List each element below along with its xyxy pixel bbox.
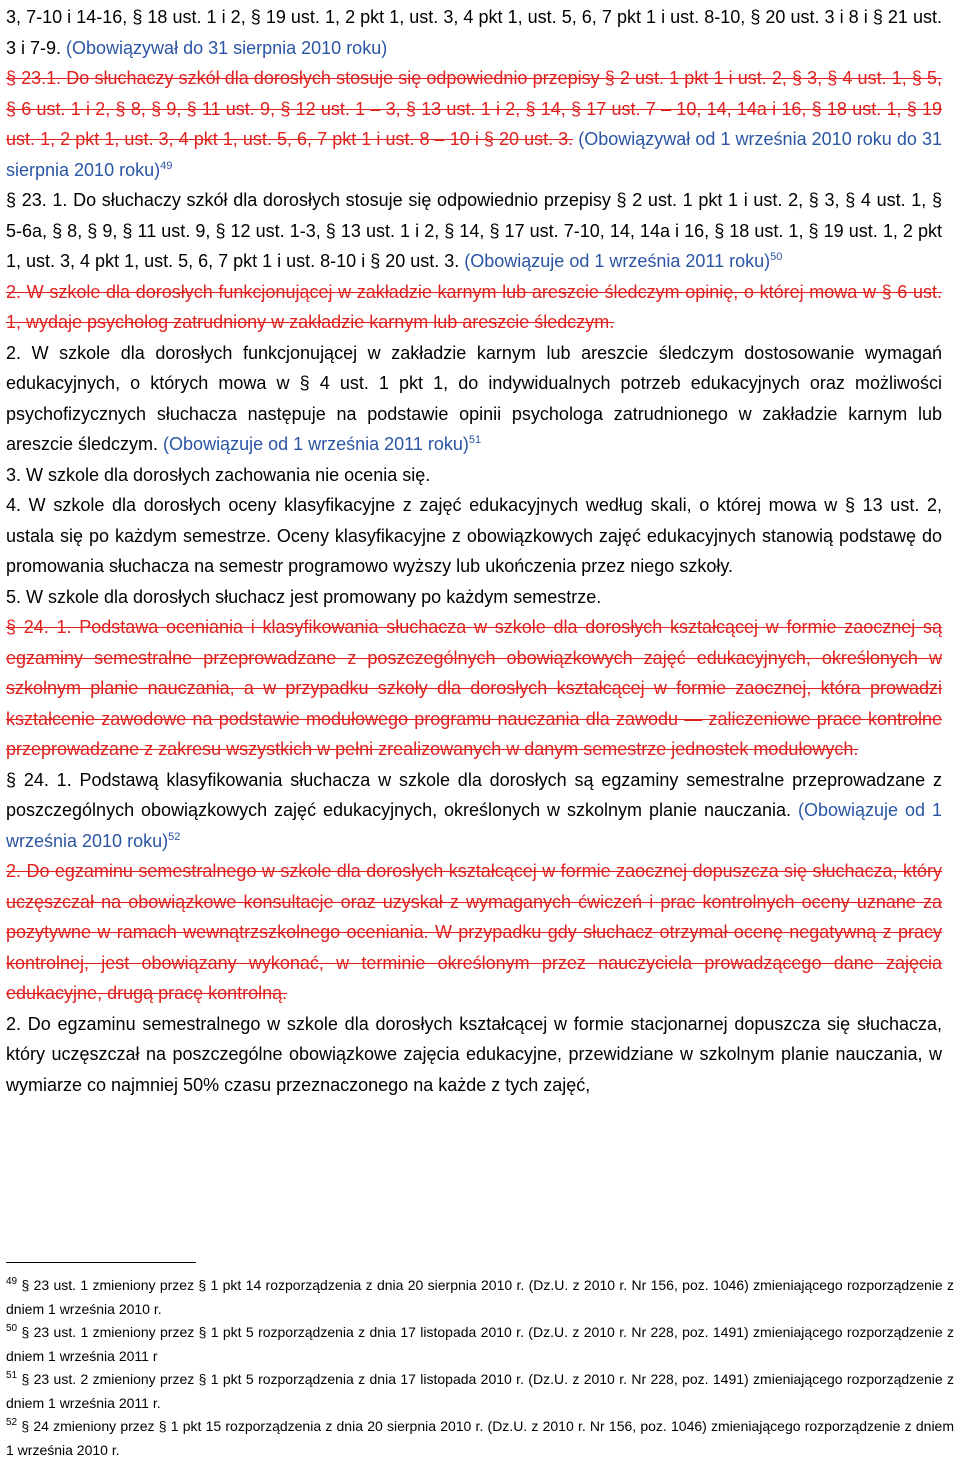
footnote-ref[interactable]: 50: [770, 251, 783, 263]
text-segment: (Obowiązuje od 1 września 2011 roku): [464, 251, 771, 271]
paragraph-p2: [6, 63, 942, 185]
footnotes: [6, 1274, 954, 1462]
footnote-51: [6, 1368, 954, 1415]
text-segment: (Obowiązywał do 31 sierpnia 2010 roku): [66, 37, 388, 58]
paragraph-p1: [6, 2, 942, 63]
text-segment: 2. Do egzaminu semestralnego w szkole dla dorosłych kształcącej w formie zaocznej dopuszcza się słuchacza, który uczęszczał na obowiązkowe konsultacje oraz uzyskał z wymaganych ćwiczeń i prac kontrolnych oceny uznane za pozytywne w ramach wewnątrzszkolnego oceniania. W przypadku gdy słuchacz otrzymał ocenę negatywną z pracy kontrolnej, jest obowiązany wykonać, w terminie określonym przez nauczyciela prowadzącego dane zajęcia edukacyjne, drugą pracę kontrolną.: [6, 861, 942, 1003]
footnote-text: § 23 ust. 2 zmieniony przez § 1 pkt 5 rozporządzenia z dnia 17 listopada 2010 r. (Dz.U. z 2010 r. Nr 228, poz. 1491) zmieniającego rozporządzenie z dniem 1 września 2011 r.: [6, 1371, 954, 1411]
text-segment: 5. W szkole dla dorosłych słuchacz jest promowany po każdym semestrze.: [6, 586, 602, 607]
paragraph-p10: [6, 765, 942, 857]
text-segment: (Obowiązuje od 1 września 2011 roku): [163, 434, 469, 454]
paragraph-p3: [6, 185, 942, 277]
footnote-50: [6, 1321, 954, 1368]
paragraph-p8: [6, 582, 942, 613]
footnote-number: 50: [6, 1323, 18, 1334]
paragraph-p9: [6, 612, 942, 765]
paragraph-p7: [6, 490, 942, 582]
paragraph-p6: [6, 460, 942, 491]
paragraph-p4: [6, 277, 942, 338]
paragraph-p11: [6, 856, 942, 1009]
paragraph-p12: [6, 1009, 942, 1101]
text-segment: 4. W szkole dla dorosłych oceny klasyfikacyjne z zajęć edukacyjnych według skali, o której mowa w § 13 ust. 2, ustala się po każdym semestrze. Oceny klasyfikacyjne z obowiązkowych zajęć edukacyjnych stanowią podstawę do promowania słuchacza na semestr programowo wyższy lub ukończenia przez niego szkoły.: [6, 495, 942, 576]
footnote-49: [6, 1274, 954, 1321]
text-segment: 2. Do egzaminu semestralnego w szkole dla dorosłych kształcącej w formie stacjonarnej dopuszcza się słuchacza, który uczęszczał na poszczególne obowiązkowe zajęcia edukacyjne, przewidziane w szkolnym planie nauczania, w wymiarze co najmniej 50% czasu przeznaczonego na każde z tych zajęć,: [6, 1013, 942, 1095]
footnote-number: 51: [6, 1370, 18, 1381]
footnote-number: 49: [6, 1276, 18, 1287]
text-segment: (Obowiązuje od 1 września 2010 roku): [6, 800, 942, 851]
footnote-52: [6, 1415, 954, 1462]
footnote-ref[interactable]: 52: [168, 830, 181, 843]
text-segment: § 24. 1. Podstawą klasyfikowania słuchacza w szkole dla dorosłych są egzaminy semestralne przeprowadzane z poszczególnych obowiązkowych zajęć edukacyjnych, określonych w szkolnym planie nauczania.: [6, 769, 942, 820]
text-segment: 2. W szkole dla dorosłych funkcjonującej w zakładzie karnym lub areszcie śledczym opinię, o której mowa w § 6 ust. 1, wydaje psycholog zatrudniony w zakładzie karnym lub areszcie śledczym.: [6, 281, 942, 332]
text-segment: § 23.1. Do słuchaczy szkół dla dorosłych stosuje się odpowiednio przepisy § 2 ust. 1 pkt 1 i ust. 2, § 3, § 4 ust. 1, § 5, § 6 ust. 1 i 2, § 8, § 9, § 11 ust. 9, § 12 ust. 1 – 3, § 13 ust. 1 i 2, § 14, § 17 ust. 7 – 10, 14, 14a i 16, § 18 ust. 1, § 19 ust. 1, 2 pkt 1, ust. 3, 4 pkt 1, ust. 5, 6, 7 pkt 1 i ust. 8 – 10 i § 20 ust. 3.: [6, 68, 942, 149]
footnote-text: § 23 ust. 1 zmieniony przez § 1 pkt 5 rozporządzenia z dnia 17 listopada 2010 r. (Dz.U. z 2010 r. Nr 228, poz. 1491) zmieniającego rozporządzenie z dniem 1 września 2011 r: [6, 1324, 954, 1364]
footnote-separator: [6, 1262, 196, 1263]
footnote-ref[interactable]: 49: [160, 159, 173, 172]
text-segment: 2. W szkole dla dorosłych funkcjonującej w zakładzie karnym lub areszcie śledczym dostosowanie wymagań edukacyjnych, o których mowa w § 4 ust. 1 pkt 1, do indywidualnych potrzeb edukacyjnych oraz możliwości psychofizycznych słuchacza następuje na podstawie opinii psychologa zatrudnionego w zakładzie karnym lub areszcie śledczym.: [6, 342, 942, 454]
footnote-text: § 23 ust. 1 zmieniony przez § 1 pkt 14 rozporządzenia z dnia 20 sierpnia 2010 r. (Dz.U. z 2010 r. Nr 156, poz. 1046) zmieniającego rozporządzenie z dniem 1 września 2010 r.: [6, 1277, 954, 1317]
text-segment: (Obowiązywał od 1 września 2010 roku do 31 sierpnia 2010 roku): [6, 129, 942, 180]
text-segment: § 23. 1. Do słuchaczy szkół dla dorosłych stosuje się odpowiednio przepisy § 2 ust. 1 pkt 1 i ust. 2, § 3, § 4 ust. 1, § 5-6a, § 8, § 9, § 11 ust. 9, § 12 ust. 1-3, § 13 ust. 1 i 2, § 14, § 17 ust. 7-10, 14, 14a i 16, § 18 ust. 1, § 19 ust. 1, 2 pkt 1, ust. 3, 4 pkt 1, ust. 5, 6, 7 pkt 1 i ust. 8-10 i § 20 ust. 3.: [6, 190, 942, 271]
text-segment: 3. W szkole dla dorosłych zachowania nie ocenia się.: [6, 464, 431, 485]
text-segment: § 24. 1. Podstawa oceniania i klasyfikowania słuchacza w szkole dla dorosłych kształcącej w formie zaocznej są egzaminy semestralne przeprowadzane z poszczególnych obowiązkowych zajęć edukacyjnych, określonych w szkolnym planie nauczania, a w przypadku szkoły dla dorosłych kształcącej w formie zaocznej, która prowadzi kształcenie zawodowe na podstawie modułowego programu nauczania dla zawodu — zaliczeniowe prace kontrolne przeprowadzane z zakresu wszystkich w pełni zrealizowanych w danym semestrze jednostek modułowych.: [6, 617, 942, 759]
text-segment: 3, 7-10 i 14-16, § 18 ust. 1 i 2, § 19 ust. 1, 2 pkt 1, ust. 3, 4 pkt 1, ust. 5, 6, 7 pkt 1 i ust. 8-10, § 20 ust. 3 i 8 i § 21 ust. 3 i 7-9.: [6, 7, 942, 58]
paragraph-p5: [6, 338, 942, 460]
document-body: [6, 2, 942, 1100]
footnote-number: 52: [6, 1417, 18, 1428]
footnote-text: § 24 zmieniony przez § 1 pkt 15 rozporządzenia z dnia 20 sierpnia 2010 r. (Dz.U. z 2010 r. Nr 156, poz. 1046) zmieniającego rozporządzenie z dniem 1 września 2010 r.: [6, 1418, 954, 1458]
footnote-ref[interactable]: 51: [468, 434, 482, 446]
